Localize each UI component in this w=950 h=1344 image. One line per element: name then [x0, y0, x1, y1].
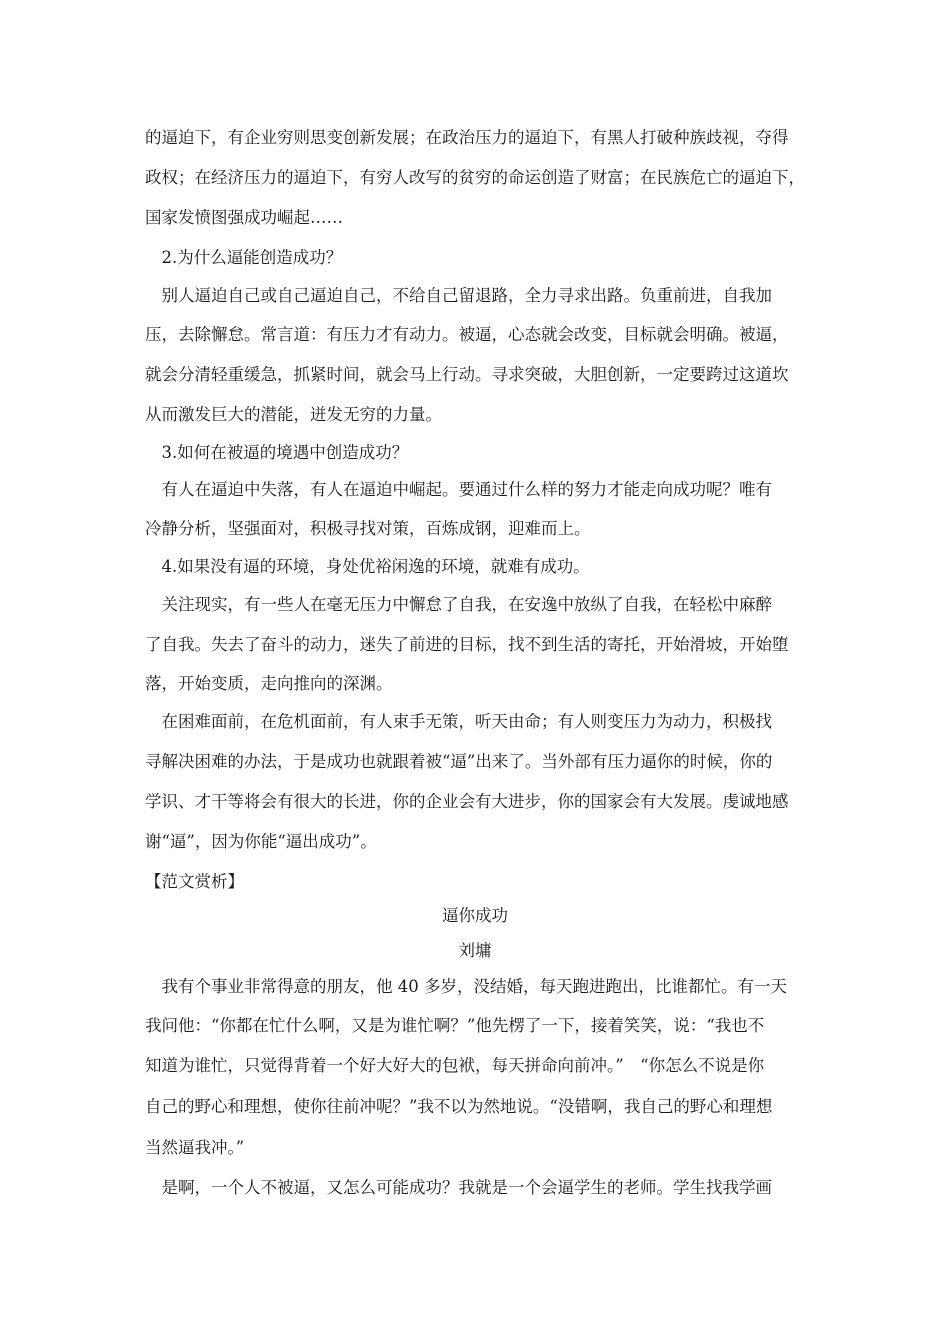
text-line: 冷静分析，坚强面对，积极寻找对策，百炼成钢，迎难而上。: [145, 519, 591, 538]
text-line: 我有个事业非常得意的朋友，他 40 多岁，没结婚，每天跑进跑出，比谁都忙。有一天: [145, 977, 787, 996]
text-line: 学识、才干等将会有很大的长进，你的企业会有大进步，你的国家会有大发展。虔诚地感: [145, 792, 789, 811]
text-line: 就会分清轻重缓急，抓紧时间，就会马上行动。寻求突破，大胆创新，一定要跨过这道坎: [145, 365, 789, 384]
section-heading: 3.如何在被逼的境遇中创造成功？: [145, 443, 409, 462]
text-line: 国家发愤图强成功崛起……: [145, 208, 343, 227]
text-line: 是啊，一个人不被逼，又怎么可能成功？我就是一个会逼学生的老师。学生找我学画: [145, 1178, 772, 1197]
text-line: 当然逼我冲。”: [145, 1138, 245, 1157]
text-line: 知道为谁忙，只觉得背着一个好大好大的包袱，每天拼命向前冲。” “你怎么不说是你: [145, 1056, 765, 1075]
text-line: 压，去除懈怠。常言道：有压力才有动力。被逼，心态就会改变，目标就会明确。被逼，: [145, 325, 789, 344]
text-line: 落，开始变质，走向推向的深渊。: [145, 674, 393, 693]
text-line: 从而激发巨大的潜能，迸发无穷的力量。: [145, 405, 442, 424]
section-heading: 2.为什么逼能创造成功？: [145, 248, 343, 267]
text-line: 的逼迫下，有企业穷则思变创新发展；在政治压力的逼迫下，有黑人打破种族歧视，夺得: [145, 128, 789, 147]
text-line: 寻解决困难的办法，于是成功也就跟着被“逼”出来了。当外部有压力逼你的时候，你的: [145, 752, 773, 771]
text-line: 我问他：“你都在忙什么啊，又是为谁忙啊？”他先楞了一下，接着笑笑，说：“我也不: [145, 1016, 765, 1035]
section-label: 【范文赏析】: [145, 872, 244, 891]
text-line: 关注现实，有一些人在毫无压力中懈怠了自我，在安逸中放纵了自我，在轻松中麻醉: [145, 595, 772, 614]
text-line: 别人逼迫自己或自己逼迫自己，不给自己留退路，全力寻求出路。负重前进，自我加: [145, 286, 772, 305]
text-line: 谢“逼”，因为你能“逼出成功”。: [145, 832, 377, 851]
article-author: 刘墉: [458, 941, 492, 960]
text-line: 政权；在经济压力的逼迫下，有穷人改写的贫穷的命运创造了财富；在民族危亡的逼迫下，: [145, 168, 805, 187]
section-heading: 4.如果没有逼的环境，身处优裕闲逸的环境，就难有成功。: [145, 557, 590, 576]
text-line: 自己的野心和理想，使你往前冲呢？”我不以为然地说。“没错啊，我自己的野心和理想: [145, 1097, 773, 1116]
article-title: 逼你成功: [442, 906, 508, 925]
text-line: 在困难面前，在危机面前，有人束手无策，听天由命；有人则变压力为动力，积极找: [145, 712, 772, 731]
text-line: 有人在逼迫中失落，有人在逼迫中崛起。要通过什么样的努力才能走向成功呢？唯有: [145, 480, 772, 499]
text-line: 了自我。失去了奋斗的动力，迷失了前进的目标，找不到生活的寄托，开始滑坡，开始堕: [145, 635, 789, 654]
